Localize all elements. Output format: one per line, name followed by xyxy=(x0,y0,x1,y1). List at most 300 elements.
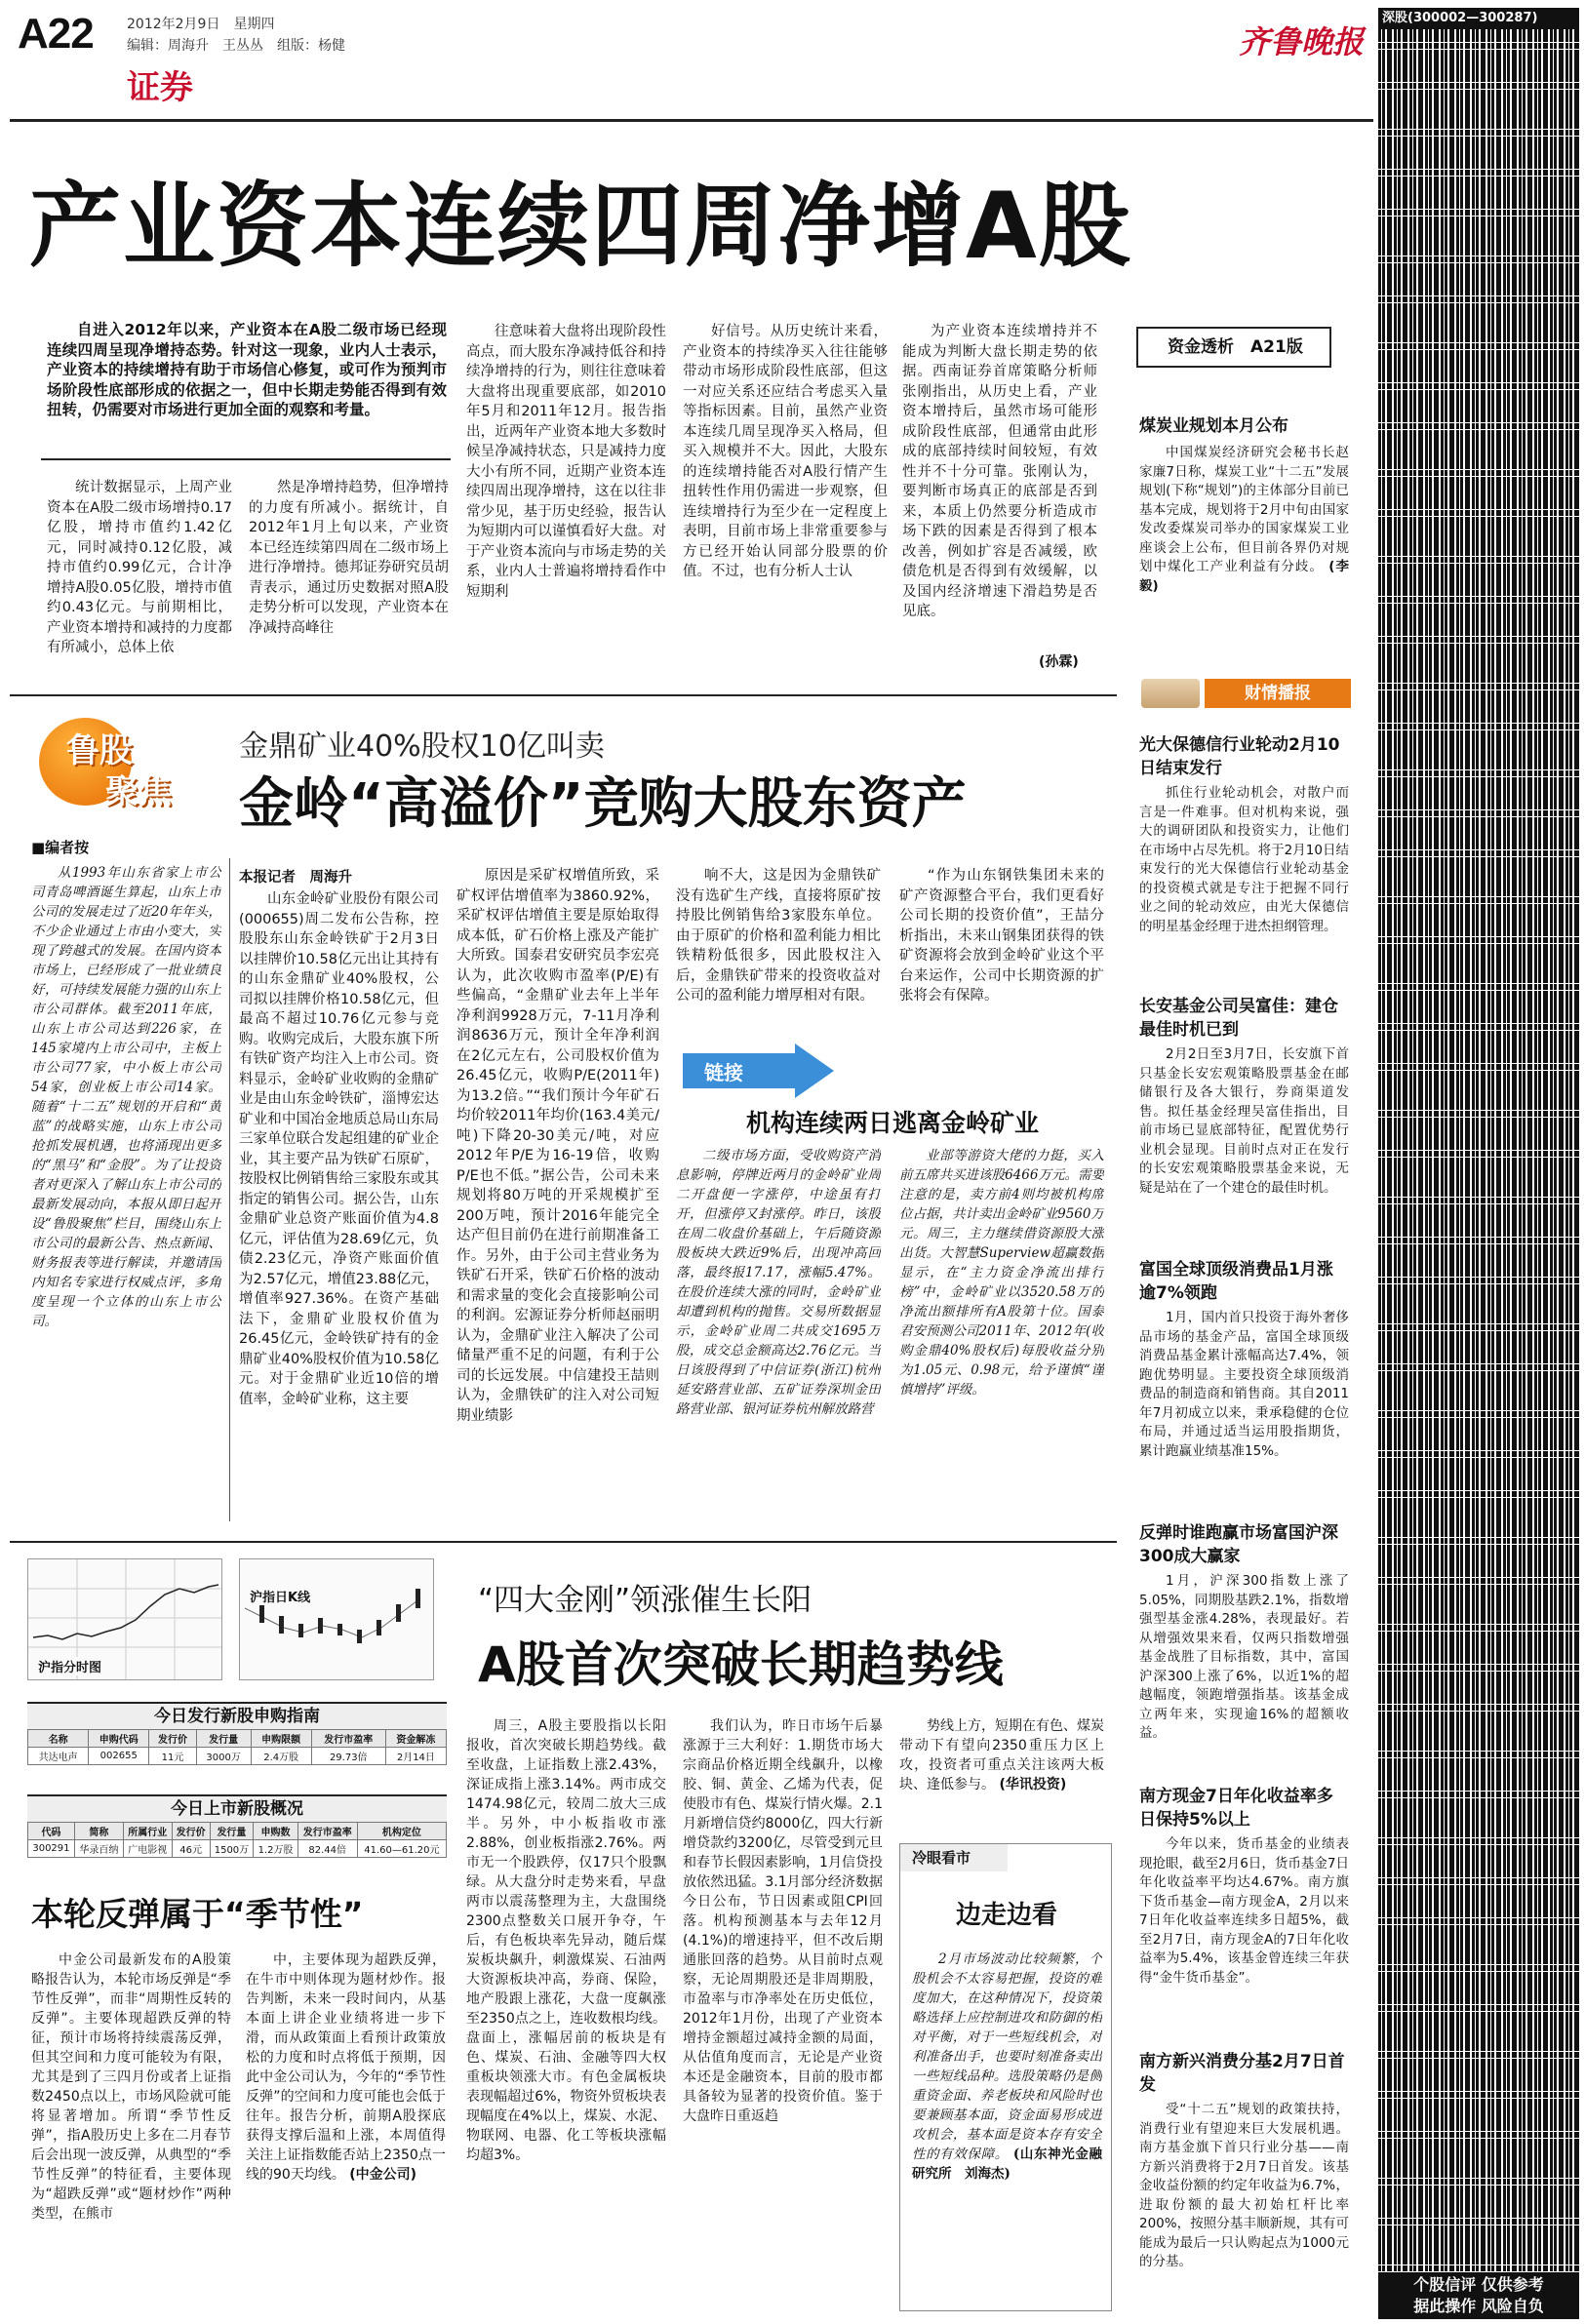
quote-row xyxy=(1378,109,1579,116)
quote-row xyxy=(1378,2265,1579,2272)
quote-row xyxy=(1378,416,1579,423)
quote-row xyxy=(1378,1231,1579,1238)
quote-row xyxy=(1378,1331,1579,1338)
quote-row xyxy=(1378,1438,1579,1444)
quote-row xyxy=(1378,1077,1579,1083)
masthead-rule xyxy=(10,119,1373,122)
quote-row xyxy=(1378,1471,1579,1477)
lu-editor-note: 从1993年山东省家上市公司青岛啤酒诞生算起，山东上市公司的发展走过了近20年年头，不少企业通过上市由小变大，实现了跨越式的发展。在国内资本市场上，已经形成了一批业绩良好，可持续发展能力强的山东上市公司群体。截至2011年底，山东上市公司达到226家，在145家境内上市公司中，主板上市公司77家，中小板上市公司54家，创业板上市公司14家。随着“十二五”规划的开启和“黄蓝”的战略实施，山东上市公司抢抓发展机遇，也将涌现出更多的“黑马”和“金股”。为了让投资者对更深入了解山东上市公司的最新发展动向，本报从即日起开设“鲁股聚焦”栏目，围绕山东上市公司的最新公告、热点新闻、财务报表等进行解读，并邀请国内知名专家进行权威点评，多角度呈现一个立体的山东上市公司。 xyxy=(31,865,221,1329)
quote-row xyxy=(1378,1677,1579,1684)
sb-item-6 xyxy=(1139,1785,1349,2038)
quote-row xyxy=(1378,597,1579,604)
quote-row xyxy=(1378,917,1579,924)
quote-row xyxy=(1378,1177,1579,1184)
quote-row xyxy=(1378,964,1579,970)
quote-row xyxy=(1378,937,1579,944)
quote-row xyxy=(1378,2099,1579,2106)
lengyan-box xyxy=(899,1843,1112,2311)
quote-row xyxy=(1378,1451,1579,1458)
quote-row xyxy=(1378,1698,1579,1705)
sb-item-4-body: 1月，国内首只投资于海外奢侈品市场的基金产品，富国全球顶级消费品基金累计涨幅高达7.4%，领跑优势明显。主要投资全球顶级消费品的制造商和销售商。其自2011年7月初成立以来，秉承稳健的仓位布局，并通过适当运用股指期货，累计跑赢业绩基准15%。 xyxy=(1139,1310,1349,1459)
quote-row xyxy=(1378,950,1579,957)
quote-row xyxy=(1378,904,1579,911)
quote-row xyxy=(1378,777,1579,784)
paper-logo: 齐鲁晚报 xyxy=(1239,23,1365,60)
quote-row xyxy=(1378,1031,1579,1038)
quote-row xyxy=(1378,1491,1579,1498)
lu-sub-col1: 二级市场方面，受收购资产消息影响，停牌近两月的金岭矿业周二开盘便一字涨停，中途虽有打开，但涨停又封涨停。昨日，该股在周二收盘价基础上，午后随资源股板块大跌近9%后，出现冲高回落，最终报17.17，涨幅5.47%。在股价连续大涨的同时，金岭矿业却遭到机构的抛售。交易所数据显示，金岭矿业周二共成交1695万股，成交总金额高达2.76亿元。当日该股得到了中信证券(浙江)杭州延安路营业部、五矿证券深圳金田路营业部、银河证券杭州解放路营 xyxy=(676,1148,881,1417)
quote-row xyxy=(1378,1398,1579,1404)
quote-row xyxy=(1378,2151,1579,2158)
quote-row xyxy=(1378,1571,1579,1578)
quote-row xyxy=(1378,1498,1579,1505)
quote-row xyxy=(1378,2259,1579,2265)
sida-col1: 周三，A股主要股指以长阳报收，首次突破长期趋势线。截至收盘，上证指数上涨2.43%，深证成指上涨3.14%。两市成交1474.98亿元，较周二放大三成半。另外，中小板指收市涨2.88%，创业板指涨2.76%。两市无一个股跌停，仅17只个股飘绿。从大盘分时走势来看，早盘两市以震荡整理为主，大盘围绕2300点整数关口展开争夺，午后，有色板块率先异动，随后煤炭板块飙升，刺激煤炭、石油两大资源板块冲高，券商、保险，地产股跟上涨花，大盘一度飙涨至2350点之上，连收数根均线。盘面上，涨幅居前的板块是有色、煤炭、石油、金融等四大权重板块领涨大市。有色金属板块表现幅超过6%，物资外贸板块表现幅度在4%以上，煤炭、水泥、物联网、电器、化工等板块涨幅均超3%。 xyxy=(466,1718,666,2163)
kline-label: 沪指日K线 xyxy=(250,1587,310,1605)
quote-row xyxy=(1378,797,1579,804)
lu-editor-note-label: ■编者按 xyxy=(31,839,90,856)
quote-row xyxy=(1378,222,1579,229)
quote-row xyxy=(1378,1010,1579,1017)
quote-row xyxy=(1378,630,1579,637)
quote-row xyxy=(1378,1118,1579,1124)
quote-row xyxy=(1378,1538,1579,1545)
masthead-date: 2012年2月9日 星期四 xyxy=(127,17,275,32)
quote-row xyxy=(1378,1798,1579,1805)
chart-kline xyxy=(239,1558,434,1680)
lengyan-headline: 边走边看 xyxy=(955,1901,1057,1930)
ipo-guide-title: 今日发行新股申购指南 xyxy=(27,1702,447,1729)
quote-row xyxy=(1378,1104,1579,1111)
quote-row xyxy=(1378,690,1579,697)
quote-row xyxy=(1378,2085,1579,2092)
quote-row xyxy=(1378,1597,1579,1604)
quote-row xyxy=(1378,456,1579,463)
quote-row xyxy=(1378,884,1579,890)
quote-row xyxy=(1378,2219,1579,2226)
quote-row xyxy=(1378,316,1579,323)
listing-title: 今日上市新股概况 xyxy=(27,1794,447,1822)
quote-row xyxy=(1378,557,1579,564)
quote-row xyxy=(1378,1404,1579,1411)
quote-row xyxy=(1378,644,1579,650)
quote-row xyxy=(1378,2139,1579,2146)
quote-row xyxy=(1378,1024,1579,1031)
quote-row xyxy=(1378,470,1579,477)
quote-row xyxy=(1378,1344,1579,1351)
quote-row xyxy=(1378,857,1579,864)
quote-row xyxy=(1378,757,1579,764)
quote-row xyxy=(1378,970,1579,977)
quote-row xyxy=(1378,2071,1579,2078)
jijie-col1: 中金公司最新发布的A股策略报告认为，本轮市场反弹是“季节性反弹”，而非“周期性反转的反弹”。主要体现超跌反弹的特征，预计市场将持续震荡反弹，但其空间和力度可能较为有限，尤其是到了三四月份或者上证指数2450点以上，市场风险就可能将显著增加。所谓“季节性反弹”，指A股历史上多在二月春节后会出现一波反弹，从典型的“季节性反弹”的特征看，主要体现为“超跌反弹”或“题材炒作”两种类型，在熊市 xyxy=(31,1952,231,2222)
quote-row xyxy=(1378,736,1579,743)
quote-row xyxy=(1378,830,1579,837)
quote-row xyxy=(1378,1564,1579,1571)
quote-row xyxy=(1378,430,1579,437)
jijie-headline: 本轮反弹属于“季节性” xyxy=(31,1895,364,1933)
quote-row xyxy=(1378,663,1579,670)
quote-row xyxy=(1378,1658,1579,1665)
quote-row xyxy=(1378,530,1579,536)
quote-row xyxy=(1378,1752,1579,1758)
quote-row xyxy=(1378,383,1579,390)
quote-row xyxy=(1378,897,1579,904)
quote-row xyxy=(1378,269,1579,276)
quote-row xyxy=(1378,330,1579,336)
quote-row xyxy=(1378,1158,1579,1164)
quote-row xyxy=(1378,1050,1579,1057)
quote-row xyxy=(1378,137,1579,143)
quote-row xyxy=(1378,1958,1579,1965)
sb-item-1-title: 煤炭业规划本月公布 xyxy=(1139,416,1288,436)
main-headline: 产业资本连续四周净增A股 xyxy=(29,174,1132,280)
quote-row xyxy=(1378,116,1579,123)
quote-row xyxy=(1378,810,1579,817)
quote-row xyxy=(1378,1651,1579,1658)
sida-col2: 我们认为，昨日市场午后暴涨源于三大利好：1.期货市场大宗商品价格近期全线飙升，以橡胶、铜、黄金、乙烯为代表，促使股市有色、煤炭行情火爆。2.1月新增信贷约8000亿，四大行新增贷款约3200亿，尽管受到元旦和春节长假因素影响，1月信贷投放依然迅猛。3.1月部分经济数据今日公布，节日因素或阻CPI回落。机构预测基本与去年12月(4.1%)的增速持平，但不改后期通胀回落的趋势。从目前时点观察，无论周期股还是非周期股，市盈率与市净率处在历史低位，2012年1月份，出现了产业资本增持金额超过减持金额的局面，从估值角度而言，无论是产业资本还是金融资本，目前的股市都具备较为显著的投资价值。鉴于大盘昨日重返趋 xyxy=(683,1718,883,2124)
main-col5: 为产业资本连续增持并不能成为判断大盘长期走势的依据。西南证券首席策略分析师张刚指出，从历史上看，产业资本增持后，虽然市场可能形成阶段性底部，但通常由此形成的底部持续时间较短，有效性并不十分可靠。张刚认为，要判断市场真正的底部是否到来，本质上仍然要分析造成市场下跌的因素是否得到了根本改善，例如扩容是否减缓，欧债危机是否得到有效缓解，以及国内经济增速下滑趋势是否见底。 xyxy=(902,324,1097,619)
sida-kicker: “四大金刚”领涨催生长阳 xyxy=(478,1583,812,1618)
quotes-list xyxy=(1378,29,1579,2306)
quote-row xyxy=(1378,1618,1579,1625)
quote-row xyxy=(1378,1945,1579,1951)
quote-row xyxy=(1378,1170,1579,1177)
quote-row xyxy=(1378,2092,1579,2099)
quote-row xyxy=(1378,1891,1579,1898)
quote-row xyxy=(1378,1871,1579,1878)
quote-row xyxy=(1378,1217,1579,1224)
quote-row xyxy=(1378,1111,1579,1118)
quote-row xyxy=(1378,43,1579,50)
quote-row xyxy=(1378,1210,1579,1217)
quote-row xyxy=(1378,503,1579,510)
quote-row xyxy=(1378,90,1579,97)
zijin-label: 资金透析 A21版 xyxy=(1168,337,1303,357)
quote-row xyxy=(1378,877,1579,884)
sb-item-7 xyxy=(1139,2050,1349,2313)
quote-row xyxy=(1378,1191,1579,1198)
sb-item-2-title: 光大保德信行业轮动2月10日结束发行 xyxy=(1139,735,1340,778)
quote-row xyxy=(1378,2132,1579,2139)
quote-row xyxy=(1378,2212,1579,2219)
quote-row xyxy=(1378,604,1579,611)
sb-item-4 xyxy=(1139,1258,1349,1517)
quote-row xyxy=(1378,991,1579,998)
quote-row xyxy=(1378,1951,1579,1958)
lu-sub-col2: 业部等游资大佬的力挺，买入前五席共买进该股6466万元。需要注意的是，卖方前4则均被机构席位占据，共计卖出金岭矿业9560万元。周三，主力继续借资源股大涨出货。大智慧Superview超赢数据显示，在“主力资金净流出排行榜”中，金岭矿业以3520.58万的净流出额排所有A股第十位。国泰君安预测公司2011年、2012年(收购金鼎40%股权后)每股收益分别为1.05元、0.98元，给予谨慎“谨慎增持”评级。 xyxy=(899,1148,1104,1398)
sb-item-1-body: 中国煤炭经济研究会秘书长赵家廉7日称，煤炭工业“十二五”发展规划(下称“规划”)的主体部分目前已基本完成，规划将于2月中旬由国家发改委煤炭司举办的国家煤炭工业座谈会上公布，但目前各界仍对规划中煤化工产业利益有分歧。 (李毅) xyxy=(1139,445,1349,594)
quote-row xyxy=(1378,997,1579,1004)
sb-item-2 xyxy=(1139,733,1349,977)
quote-row xyxy=(1378,1464,1579,1471)
quote-row xyxy=(1378,1431,1579,1438)
quote-row xyxy=(1378,1972,1579,1979)
quote-row xyxy=(1378,1531,1579,1538)
quote-row xyxy=(1378,583,1579,590)
quote-row xyxy=(1378,743,1579,750)
lu-logo-text1: 鲁股 xyxy=(66,731,133,770)
quote-row xyxy=(1378,1224,1579,1231)
quote-row xyxy=(1378,229,1579,236)
quote-row xyxy=(1378,2118,1579,2125)
quote-row xyxy=(1378,1198,1579,1204)
quote-row xyxy=(1378,102,1579,109)
quote-row xyxy=(1378,2179,1579,2186)
quote-row xyxy=(1378,1384,1579,1391)
quote-row xyxy=(1378,1778,1579,1785)
quote-row xyxy=(1378,1250,1579,1257)
listing-table: 代码 简称 所属行业 发行价 发行量 申购数 发行市盈率 机构定位 300291 华录百纳 广电影视 46元 1500万 1.2万股 82.44倍 41.60—61.20元 xyxy=(27,1822,447,1858)
quote-row xyxy=(1378,1517,1579,1524)
quote-row xyxy=(1378,1865,1579,1871)
quote-row xyxy=(1378,1311,1579,1318)
intraday-label: 沪指分时图 xyxy=(38,1657,101,1675)
quote-row xyxy=(1378,1064,1579,1071)
quote-row xyxy=(1378,69,1579,76)
lu-kicker: 金鼎矿业40%股权10亿叫卖 xyxy=(239,729,605,761)
quote-row xyxy=(1378,1985,1579,1991)
footer-note xyxy=(1378,2272,1579,2319)
quote-row xyxy=(1378,390,1579,397)
quote-row xyxy=(1378,1151,1579,1158)
quote-row xyxy=(1378,1484,1579,1491)
quote-row xyxy=(1378,1163,1579,1170)
quote-row xyxy=(1378,1278,1579,1284)
caibao-banner xyxy=(1141,675,1351,714)
quote-row xyxy=(1378,2238,1579,2245)
quote-row xyxy=(1378,296,1579,303)
scroll-icon xyxy=(1141,679,1200,708)
sb-item-1 xyxy=(1139,414,1349,649)
quote-row xyxy=(1378,36,1579,43)
sb-item-7-body: 受“十二五”规划的政策扶持，消费行业有望迎来巨大发展机遇。南方基金旗下首只行业分基——南方新兴消费将于2月7日首发。该基金收益份额的约定年收益为6.7%，进取份额的最大初始杠杆比率200%，按照分基丰顺新规，其有可能成为最后一只认购起点为1000元的分基。 xyxy=(1139,2102,1349,2269)
quote-row xyxy=(1378,1504,1579,1511)
quote-row xyxy=(1378,1578,1579,1585)
quote-row xyxy=(1378,817,1579,824)
quote-row xyxy=(1378,56,1579,62)
quote-row xyxy=(1378,1358,1579,1364)
quote-row xyxy=(1378,1845,1579,1852)
quote-row xyxy=(1378,2252,1579,2259)
section-title: 证券 xyxy=(127,68,193,107)
lu-note-divider xyxy=(229,858,230,1521)
listing-overview xyxy=(27,1794,447,1872)
quote-row xyxy=(1378,2245,1579,2252)
lu-logo-text2: 聚焦 xyxy=(105,772,172,811)
link-tag xyxy=(683,1044,839,1098)
quote-row xyxy=(1378,1144,1579,1151)
quote-row xyxy=(1378,1792,1579,1798)
quote-row xyxy=(1378,1318,1579,1324)
quote-row xyxy=(1378,863,1579,870)
quote-row xyxy=(1378,1037,1579,1044)
quote-row xyxy=(1378,1637,1579,1644)
kline-chart-graphic xyxy=(240,1559,434,1680)
quote-row xyxy=(1378,924,1579,930)
quote-row xyxy=(1378,1090,1579,1097)
quote-row xyxy=(1378,2226,1579,2232)
quote-row xyxy=(1378,2005,1579,2012)
quote-row xyxy=(1378,343,1579,350)
quote-row xyxy=(1378,1071,1579,1078)
quote-row xyxy=(1378,1991,1579,1998)
quote-row xyxy=(1378,1632,1579,1638)
quote-row xyxy=(1378,1691,1579,1698)
ipo-guide xyxy=(27,1702,447,1780)
lu-col3: 响不大，这是因为金鼎铁矿没有选矿生产线，直接将原矿按持股比例销售给3家股东单位。由于原矿的价格和盈利能力相比铁精粉低很多，因此股权注入后，金鼎铁矿带来的投资收益对公司的盈利能力增厚相对有限。 xyxy=(676,868,881,1004)
quote-row xyxy=(1378,2172,1579,2179)
quote-row xyxy=(1378,1244,1579,1251)
quote-row xyxy=(1378,1238,1579,1244)
quote-row xyxy=(1378,564,1579,571)
quote-row xyxy=(1378,1458,1579,1465)
quotes-title: 深股(300002—300287) xyxy=(1382,11,1538,25)
quote-row xyxy=(1378,62,1579,69)
quote-row xyxy=(1378,1264,1579,1271)
quote-row xyxy=(1378,436,1579,443)
quote-row xyxy=(1378,684,1579,690)
quote-row xyxy=(1378,1611,1579,1618)
quote-row xyxy=(1378,236,1579,243)
quote-row xyxy=(1378,1965,1579,1972)
quote-row xyxy=(1378,790,1579,797)
quote-row xyxy=(1378,217,1579,223)
quote-row xyxy=(1378,356,1579,363)
quote-row xyxy=(1378,2038,1579,2045)
quote-row xyxy=(1378,196,1579,203)
quote-row xyxy=(1378,1804,1579,1811)
quote-row xyxy=(1378,2012,1579,2019)
quote-row xyxy=(1378,477,1579,484)
link-label: 链接 xyxy=(704,1061,743,1084)
quote-row xyxy=(1378,1351,1579,1358)
table-row: 共达电声 002655 11元 3000万 2.4万股 29.73倍 2月14日 xyxy=(28,1748,447,1765)
lu-sub-headline: 机构连续两日逃离金岭矿业 xyxy=(746,1109,1040,1137)
quote-row xyxy=(1378,1137,1579,1144)
ipo-guide-table: 名称 申购代码 发行价 发行量 申购限额 发行市盈率 资金解冻 共达电声 002655 11元 3000万 2.4万股 29.73倍 2月14日 xyxy=(27,1729,447,1765)
zijin-box xyxy=(1136,327,1331,368)
lu-col1: 山东金岭矿业股份有限公司(000655)周二发布公告称，控股股东山东金岭铁矿于2月3日以挂牌价10.58亿元出让其持有的山东金鼎矿业40%股权，公司拟以挂牌价格10.58亿元，但最高不超过10.76亿元参与竞购。收购完成后，大股东旗下所有铁矿资产均注入上市公司。资料显示，金岭矿业收购的金鼎矿业是由山东金岭铁矿，淄博宏达矿业和中国冶金地质总局山东局三家单位联合发起组建的矿业企业，其主要产品为铁矿石原矿，按股权比例销售给三家股东或其指定的销售公司。据公告，山东金鼎矿业总资产账面价值为4.8亿元，评估值为28.69亿元，负债2.23亿元，净资产账面价值为2.57亿元，增值23.88亿元，增值率927.36%。在资产基础法下，金鼎矿业股权价值为26.45亿元，金岭铁矿持有的金鼎矿业40%股权价值为10.58亿元。对于金鼎矿业近10倍的增值率，金岭矿业称，这主要 xyxy=(239,891,439,1407)
quote-row xyxy=(1378,823,1579,830)
quote-row xyxy=(1378,203,1579,210)
quote-row xyxy=(1378,350,1579,357)
jijie-col2: 中，主要体现为超跌反弹，在牛市中则体现为题材炒作。报告判断，未来一段时间内，从基本面上讲企业业绩将进一步下滑，而从政策面上看预计政策放松的力度和时点将低于预期，因此中金公司认为，今年的“季节性反弹”的空间和力度可能也会低于往年。报告分析，前期A股探底获得支撑后温和上涨，本周值得关注上证指数能否站上2350点一线的90天均线。 (中金公司) xyxy=(246,1952,446,2183)
lengyan-label: 冷眼看市 xyxy=(900,1844,1008,1871)
quote-row xyxy=(1378,1284,1579,1291)
quote-row xyxy=(1378,142,1579,149)
quote-row xyxy=(1378,984,1579,991)
quote-row xyxy=(1378,423,1579,430)
quote-row xyxy=(1378,1758,1579,1765)
quote-row xyxy=(1378,243,1579,250)
quote-row xyxy=(1378,1337,1579,1344)
quote-row xyxy=(1378,1411,1579,1418)
quote-row xyxy=(1378,323,1579,330)
quote-row xyxy=(1378,1271,1579,1278)
quote-row xyxy=(1378,210,1579,217)
quote-row xyxy=(1378,2052,1579,2059)
quote-row xyxy=(1378,637,1579,644)
quote-row xyxy=(1378,1444,1579,1451)
quote-row xyxy=(1378,2105,1579,2111)
quote-row xyxy=(1378,764,1579,770)
quote-row xyxy=(1378,443,1579,450)
quote-row xyxy=(1378,576,1579,583)
quote-row xyxy=(1378,730,1579,737)
quote-row xyxy=(1378,837,1579,844)
quote-row xyxy=(1378,510,1579,517)
page-number: A22 xyxy=(18,10,94,58)
sb-item-6-body: 今年以来，货币基金的业绩表现抢眼，截至2月6日，货币基金7日年化收益率平均达4.67%。南方旗下货币基金—南方现金A，2月以来7日年化收益率连续多日超5%，截至2月7日，南方现金A的7日年化收益率为5.4%，该基金曾连续三年获得“金牛货币基金”。 xyxy=(1139,1836,1349,1986)
main-col1: 统计数据显示，上周产业资本在A股二级市场增持0.17亿股，增持市值约1.42亿元，同时减持0.12亿股，减持市值约0.99亿元，合计净增持A股0.05亿股，增持市值约0.43亿元。与前期相比，产业资本增持和减持的力度都有所减小，总体上依 xyxy=(47,480,232,655)
main-byline: (孙霖) xyxy=(1039,654,1079,670)
quote-row xyxy=(1378,2191,1579,2198)
quote-row xyxy=(1378,2045,1579,2052)
quote-row xyxy=(1378,1731,1579,1738)
quote-row xyxy=(1378,870,1579,877)
quote-row xyxy=(1378,96,1579,102)
quote-row xyxy=(1378,670,1579,677)
table-row: 300291 华录百纳 广电影视 46元 1500万 1.2万股 82.44倍 41.60—61.20元 xyxy=(28,1840,447,1858)
quote-row xyxy=(1378,1838,1579,1845)
quote-row xyxy=(1378,957,1579,964)
quote-row xyxy=(1378,490,1579,496)
quote-row xyxy=(1378,1717,1579,1724)
quote-row xyxy=(1378,1938,1579,1945)
quote-row xyxy=(1378,250,1579,256)
caibao-label: 财情播报 xyxy=(1205,679,1351,708)
quote-row xyxy=(1378,1557,1579,1564)
quote-row xyxy=(1378,363,1579,370)
quote-row xyxy=(1378,1625,1579,1632)
quote-row xyxy=(1378,336,1579,343)
sida-headline: A股首次突破长期趋势线 xyxy=(478,1636,1004,1693)
lu-reporter: 本报记者 周海升 xyxy=(239,870,352,886)
quote-row xyxy=(1378,2186,1579,2192)
sb-item-2-body: 抓住行业轮动机会，对散户而言是一件难事。但对机构来说，强大的调研团队和投资实力，让他们在市场中占尽先机。将于2月10日结束发行的光大保德信行业轮动基金的投资模式就是专注于把握不同行业之间的轮动效应，由光大保德信的明星基金经理于进杰担纲管理。 xyxy=(1139,785,1349,934)
quote-row xyxy=(1378,1705,1579,1712)
quote-row xyxy=(1378,29,1579,36)
lu-headline: 金岭“高溢价”竞购大股东资产 xyxy=(239,772,967,836)
quote-row xyxy=(1378,1545,1579,1552)
quote-row xyxy=(1378,590,1579,597)
quote-row xyxy=(1378,2059,1579,2066)
quote-row xyxy=(1378,1364,1579,1371)
quote-row xyxy=(1378,483,1579,490)
quote-row xyxy=(1378,1745,1579,1752)
quote-row xyxy=(1378,1130,1579,1137)
quote-row xyxy=(1378,276,1579,283)
lengyan-body: 2月市场波动比较频繁，个股机会不太容易把握，投资的难度加大，在这种情况下，投资策略选择上应控制进攻和防御的相对平衡，对于一些短线机会，对利准备出手，也要时刻准备卖出一些短线品种。选股策略仍是侧重资金面、养老板块和风险时也要兼顾基本面，资金面易形成进攻机会，基本面是资本存有安全性的有效保障。 (山东神光金融研究所 刘海杰) xyxy=(912,1951,1102,2182)
quote-row xyxy=(1378,1998,1579,2005)
quote-row xyxy=(1378,623,1579,630)
quote-row xyxy=(1378,517,1579,524)
main-lead: 自进入2012年以来，产业资本在A股二级市场已经现连续四周呈现净增持态势。针对这一现象，业内人士表示，产业资本的持续增持有助于市场信心修复，或可作为预判市场阶段性底部形成的依据之一，但中长期走势能否得到有效扭转，仍需要对市场进行更加全面的观察和考量。 xyxy=(47,321,447,418)
quote-row xyxy=(1378,1851,1579,1858)
quote-row xyxy=(1378,1918,1579,1925)
quote-row xyxy=(1378,263,1579,270)
quote-row xyxy=(1378,550,1579,557)
masthead-editors: 编辑：周海升 王丛丛 组版：杨健 xyxy=(127,38,345,54)
quote-row xyxy=(1378,170,1579,177)
quote-row xyxy=(1378,1184,1579,1191)
quote-row xyxy=(1378,930,1579,937)
quote-row xyxy=(1378,890,1579,897)
sida-col3: 势线上方，短期在有色、煤炭带动下有望向2350重压力区上攻，投资者可重点关注该两大板块、逢低参与。 (华讯投资) xyxy=(899,1718,1104,1792)
quote-row xyxy=(1378,650,1579,656)
quote-row xyxy=(1378,1878,1579,1885)
